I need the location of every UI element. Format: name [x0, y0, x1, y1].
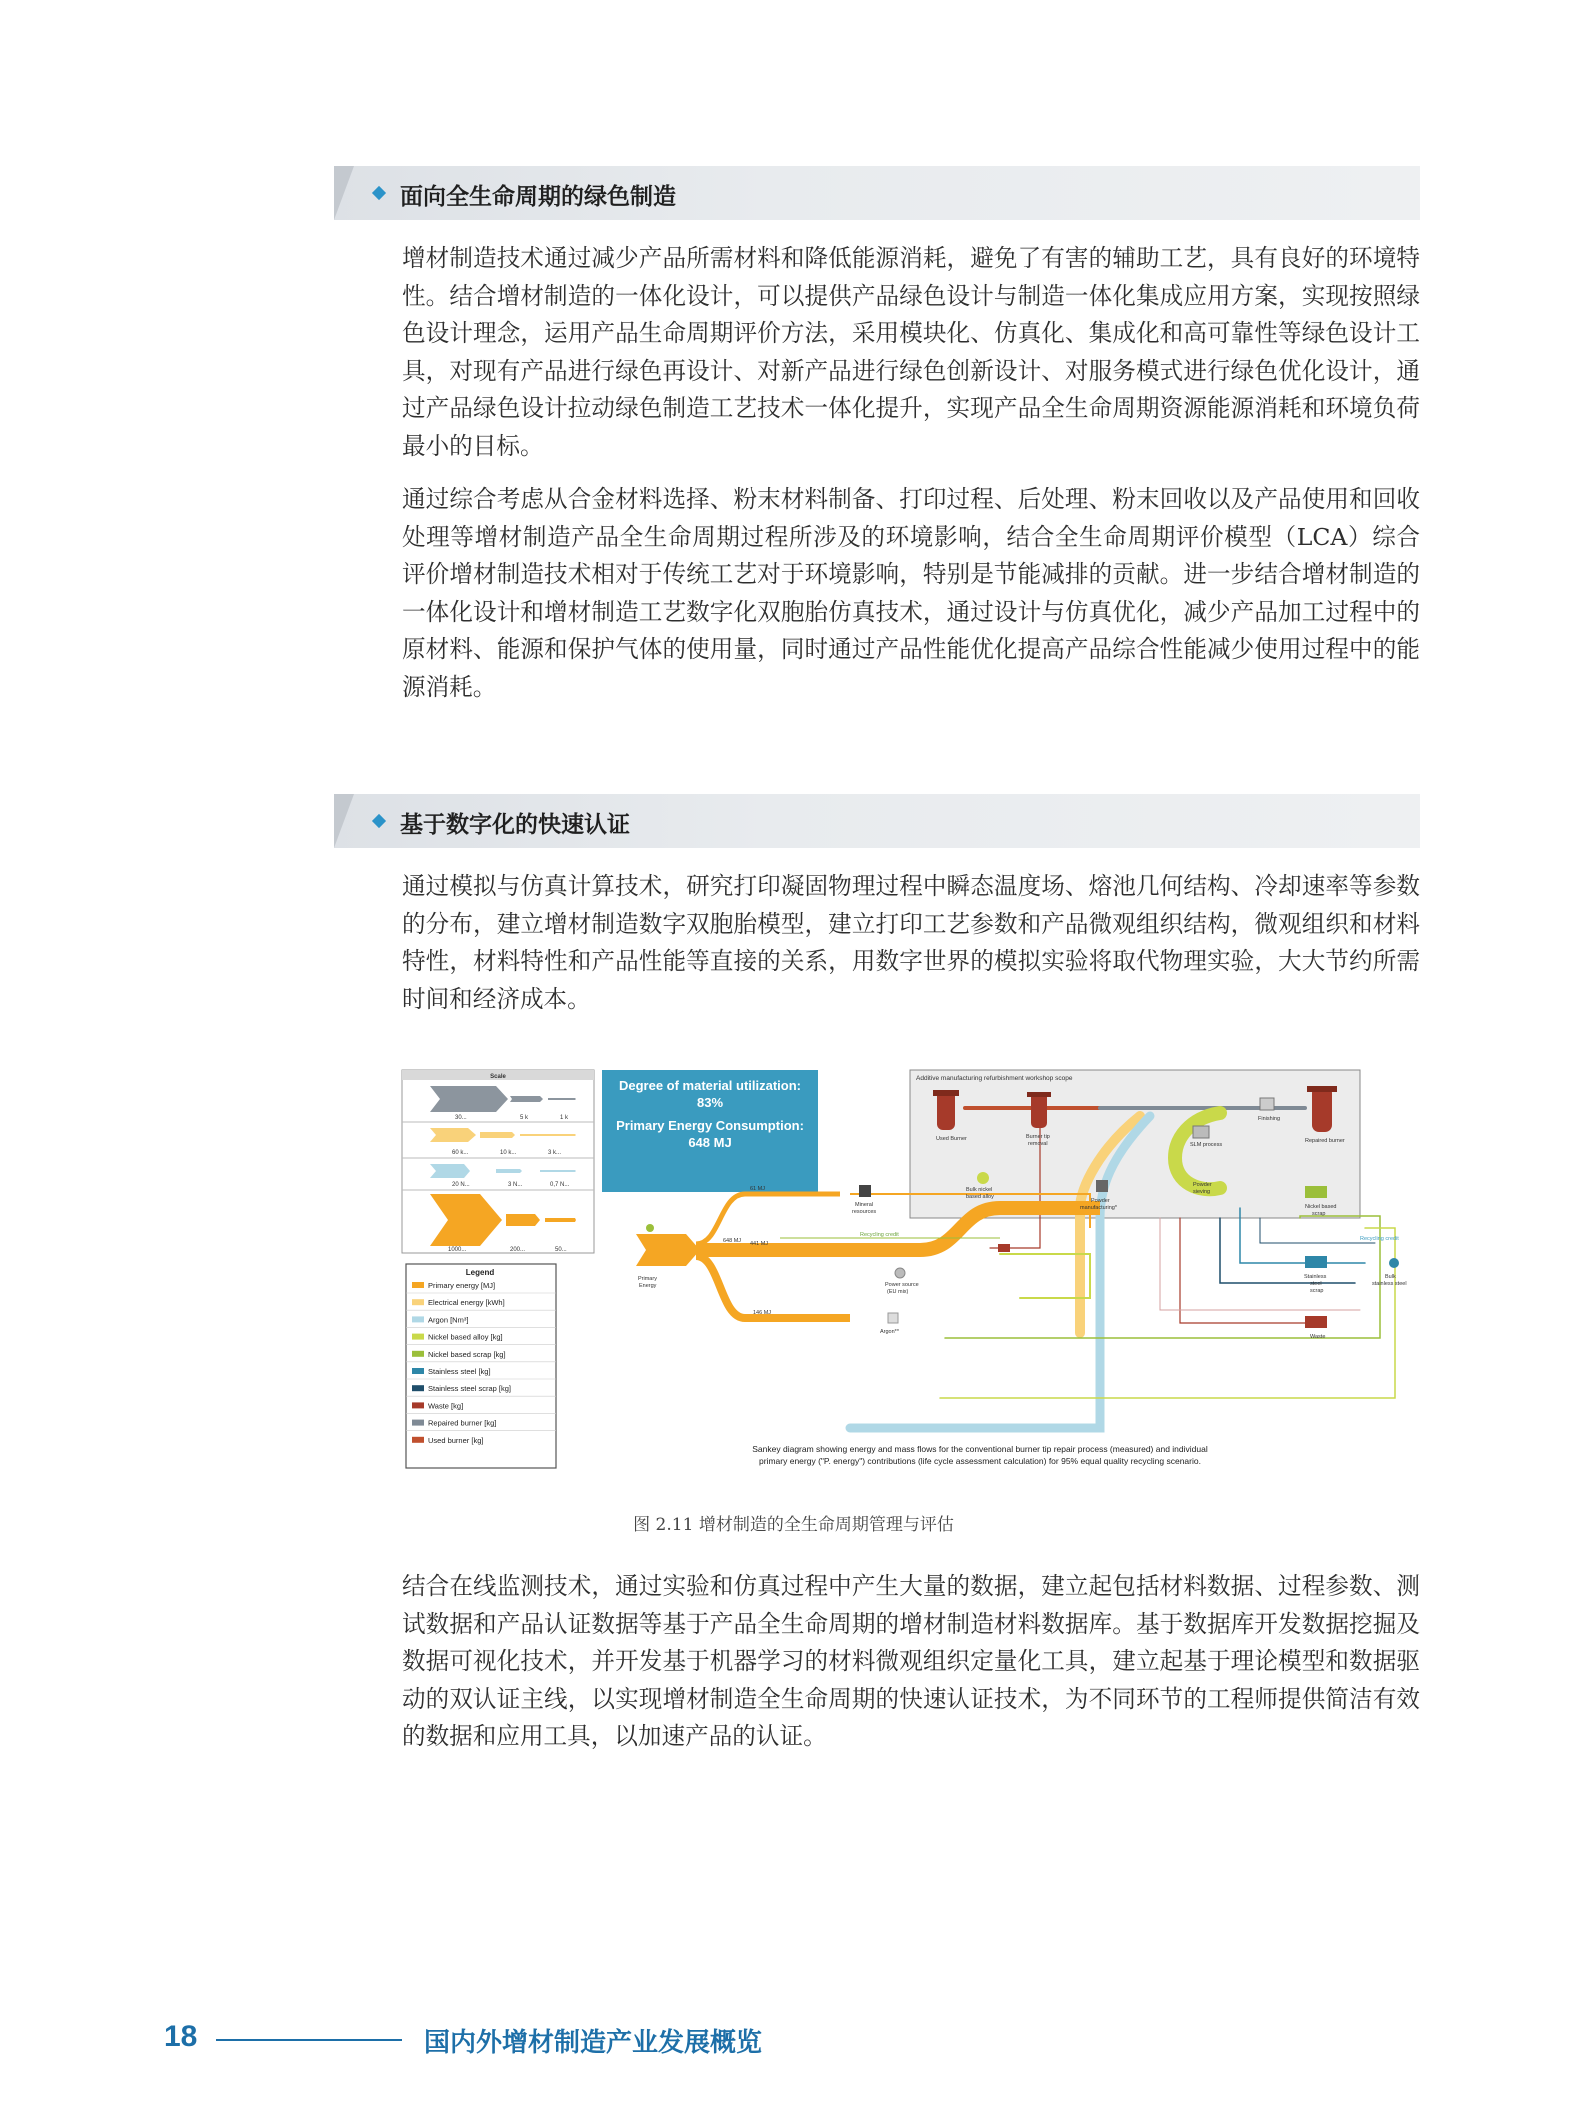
- powder-manufacturing-icon: [1096, 1180, 1108, 1192]
- legend-label: Stainless steel scrap [kg]: [428, 1384, 511, 1394]
- node-label: Waste: [1310, 1334, 1326, 1340]
- node-label: Mineral: [855, 1202, 874, 1208]
- figure-caption: 图 2.11 增材制造的全生命周期管理与评估: [633, 1515, 954, 1535]
- legend-label: Nickel based scrap [kg]: [428, 1349, 506, 1359]
- scale-arrow-grey-small: [548, 1098, 576, 1100]
- mineral-resources-icon: [859, 1185, 871, 1197]
- scale-arrow-orange-small: [545, 1218, 576, 1222]
- legend-label: Argon [Nm³]: [428, 1315, 469, 1325]
- section-header-rapid-certification: [334, 794, 1420, 848]
- primary-energy-arrow: [636, 1234, 700, 1266]
- bulk-nickel-alloy-icon: [977, 1172, 989, 1184]
- metric-label: Degree of material utilization:: [618, 1078, 802, 1093]
- slm-machine-icon: [1193, 1126, 1209, 1138]
- metric-value: 83%: [696, 1095, 724, 1110]
- node-label: Burner tip: [1026, 1134, 1050, 1140]
- diamond-bullet-icon: [372, 186, 386, 200]
- waste-flow-2: [1180, 1218, 1325, 1323]
- scale-label: 3 k...: [548, 1150, 562, 1156]
- legend-label: Used burner [kg]: [428, 1435, 484, 1445]
- node-label: Powder: [1091, 1198, 1110, 1204]
- primary-energy-to-argon: [696, 1256, 850, 1318]
- scale-label: 0,7 N...: [550, 1182, 570, 1188]
- diamond-bullet-icon: [372, 814, 386, 828]
- scale-label: 200...: [510, 1247, 526, 1253]
- node-label: Stainless: [1304, 1274, 1327, 1280]
- paragraph: 通过模拟与仿真计算技术，研究打印凝固物理过程中瞬态温度场、熔池几何结构、冷却速率等参数的分布，建立增材制造数字双胞胎模型，建立打印工艺参数和产品微观组织结构，微观组织和材料特性，材料特性和产品性能等直接的关系，用数字世界的模拟实验将取代物理实验，大大节约所需时间和经济成本。: [402, 872, 1420, 1013]
- scale-arrow-orange-medium: [506, 1214, 540, 1226]
- node-label: Recycling credit: [860, 1232, 899, 1238]
- stainless-scrap-line: [1260, 1218, 1375, 1243]
- footer-divider: [216, 2039, 402, 2041]
- power-source-icon: [895, 1268, 905, 1278]
- scale-label: 30...: [455, 1115, 467, 1121]
- section-title: 面向全生命周期的绿色制造: [400, 184, 676, 210]
- node-label: scrap: [1312, 1211, 1326, 1217]
- flow-value: 648 MJ: [723, 1238, 742, 1244]
- legend-swatch: [412, 1299, 424, 1305]
- metric-label: Primary Energy Consumption:: [616, 1118, 804, 1133]
- node-label: Power source: [885, 1282, 919, 1288]
- header-corner-decoration: [334, 166, 354, 220]
- node-label: removal: [1028, 1141, 1048, 1147]
- legend-label: Electrical energy [kWh]: [428, 1298, 505, 1308]
- node-label: Energy: [639, 1283, 657, 1289]
- legend-swatch: [412, 1351, 424, 1357]
- node-label: Used Burner: [936, 1136, 967, 1142]
- finishing-icon: [1260, 1098, 1274, 1110]
- legend-swatch: [412, 1316, 424, 1322]
- node-label: Primary: [638, 1276, 657, 1282]
- legend-box: [406, 1264, 556, 1468]
- legend-swatch: [412, 1420, 424, 1426]
- recycling-truck-icon: [998, 1244, 1010, 1252]
- scale-arrow-yellow-medium: [480, 1132, 515, 1138]
- paragraph: 增材制造技术通过减少产品所需材料和降低能源消耗，避免了有害的辅助工艺，具有良好的环境特性。结合增材制造的一体化设计，可以提供产品绿色设计与制造一体化集成应用方案，实现按照绿色设计理念，运用产品生命周期评价方法，采用模块化、仿真化、集成化和高可靠性等绿色设计工具，对现有产品进行绿色再设计、对新产品进行绿色创新设计、对服务模式进行绿色优化设计，通过产品绿色设计拉动绿色制造工艺技术一体化提升，实现产品全生命周期资源能源消耗和环境负荷最小的目标。: [402, 244, 1420, 460]
- scale-arrow-blue-small: [540, 1170, 576, 1172]
- scale-box: [402, 1070, 594, 1253]
- node-label: Finishing: [1258, 1116, 1281, 1122]
- metrics-box: [602, 1070, 818, 1192]
- legend-swatch: [412, 1437, 424, 1443]
- primary-energy-icon: [646, 1224, 654, 1232]
- scale-label: 60 k...: [452, 1150, 469, 1156]
- legend-swatch: [412, 1368, 424, 1374]
- node-label: Nickel based: [1305, 1204, 1337, 1210]
- scale-arrow-blue-large: [430, 1164, 470, 1178]
- bulk-stainless-icon: [1389, 1258, 1399, 1268]
- node-label: (EU mix): [887, 1289, 909, 1295]
- legend-label: Nickel based alloy [kg]: [428, 1332, 503, 1342]
- paragraph: 结合在线监测技术，通过实验和仿真过程中产生大量的数据，建立起包括材料数据、过程参数、测试数据和产品认证数据等基于产品全生命周期的增材制造材料数据库。基于数据库开发数据挖掘及数据可视化技术，并开发基于机器学习的材料微观组织定量化工具，建立起基于理论模型和数据驱动的双认证主线，以实现增材制造全生命周期的快速认证技术，为不同环节的工程师提供简洁有效的数据和应用工具，以加速产品的认证。: [402, 1572, 1420, 1750]
- footer-title: 国内外增材制造产业发展概览: [424, 2028, 763, 2058]
- legend-label: Waste [kg]: [428, 1401, 464, 1411]
- node-label: based alloy: [966, 1194, 994, 1200]
- figure-note: primary energy ("P. energy") contributions (life cycle assessment calculation) for 95% equal quality recycling scenario.: [759, 1456, 1201, 1466]
- page-number: 18: [164, 2020, 198, 2053]
- legend-title: Legend: [465, 1268, 495, 1277]
- node-label: SLM process: [1190, 1142, 1223, 1148]
- legend-swatch: [412, 1402, 424, 1408]
- legend-swatch: [412, 1385, 424, 1391]
- scale-arrow-grey-large: [430, 1086, 508, 1112]
- flow-value: 441 MJ: [750, 1241, 769, 1247]
- argon-icon: [888, 1313, 898, 1323]
- node-label: resources: [852, 1209, 877, 1215]
- primary-energy-to-mineral: [696, 1194, 840, 1244]
- section-title: 基于数字化的快速认证: [400, 812, 630, 838]
- section-header-green-manufacturing: [334, 166, 1420, 220]
- header-corner-decoration: [334, 794, 354, 848]
- scale-label: 10 k...: [500, 1150, 517, 1156]
- node-label: Powder: [1193, 1182, 1212, 1188]
- node-label: sieving: [1193, 1189, 1211, 1195]
- stainless-scrap-truck-icon: [1305, 1256, 1327, 1268]
- scale-label: 1000...: [448, 1247, 467, 1253]
- scale-label: 50...: [555, 1247, 567, 1253]
- flow-value: 146 MJ: [753, 1310, 772, 1316]
- nickel-scrap-truck-icon: [1305, 1186, 1327, 1198]
- legend-label: Primary energy [MJ]: [428, 1281, 496, 1290]
- scale-label: 3 N...: [508, 1182, 523, 1188]
- legend-label: Repaired burner [kg]: [428, 1418, 497, 1428]
- node-label: manufacturing*: [1080, 1205, 1117, 1211]
- node-label: stainless steel: [1372, 1281, 1407, 1287]
- node-label: scrap: [1310, 1288, 1324, 1294]
- flow-value: 61 MJ: [750, 1186, 765, 1192]
- node-label: Bulk nickel: [966, 1187, 993, 1193]
- waste-truck-icon: [1305, 1316, 1327, 1328]
- node-label: Repaired burner: [1305, 1138, 1345, 1144]
- scale-label: 1 k: [560, 1115, 569, 1121]
- paragraph: 通过综合考虑从合金材料选择、粉末材料制备、打印过程、后处理、粉末回收以及产品使用和回收处理等增材制造产品全生命周期过程所涉及的环境影响，结合全生命周期评价模型（LCA）综合评价增材制造技术相对于传统工艺对于环境影响，特别是节能减排的贡献。进一步结合增材制造的一体化设计和增材制造工艺数字化双胞胎仿真技术，通过设计与仿真优化，减少产品加工过程中的原材料、能源和保护气体的使用量，同时通过产品性能优化提高产品综合性能减少使用过程中的能源消耗。: [402, 485, 1420, 701]
- node-label: steel: [1310, 1281, 1322, 1287]
- workshop-label: Additive manufacturing refurbishment workshop scope: [916, 1075, 1073, 1082]
- node-label: Bulk: [1385, 1274, 1396, 1280]
- legend-label: Stainless steel [kg]: [428, 1367, 491, 1376]
- scale-label: 20 N...: [452, 1182, 470, 1188]
- legend-swatch: [412, 1282, 424, 1288]
- scale-title: Scale: [490, 1074, 506, 1080]
- scale-arrow-blue-medium: [496, 1169, 522, 1173]
- figure-note: Sankey diagram showing energy and mass flows for the conventional burner tip repair process (measured) and individual: [752, 1444, 1208, 1454]
- scale-arrow-yellow-small: [520, 1134, 576, 1136]
- node-label: Recycling credit: [1360, 1236, 1399, 1242]
- metric-value: 648 MJ: [688, 1135, 732, 1150]
- scale-arrow-grey-medium: [510, 1096, 543, 1102]
- scale-arrow-yellow-large: [430, 1128, 476, 1142]
- node-label: Argon**: [880, 1329, 899, 1335]
- scale-label: 5 k: [520, 1115, 529, 1121]
- sankey-figure: [400, 1068, 1407, 1480]
- legend-swatch: [412, 1334, 424, 1340]
